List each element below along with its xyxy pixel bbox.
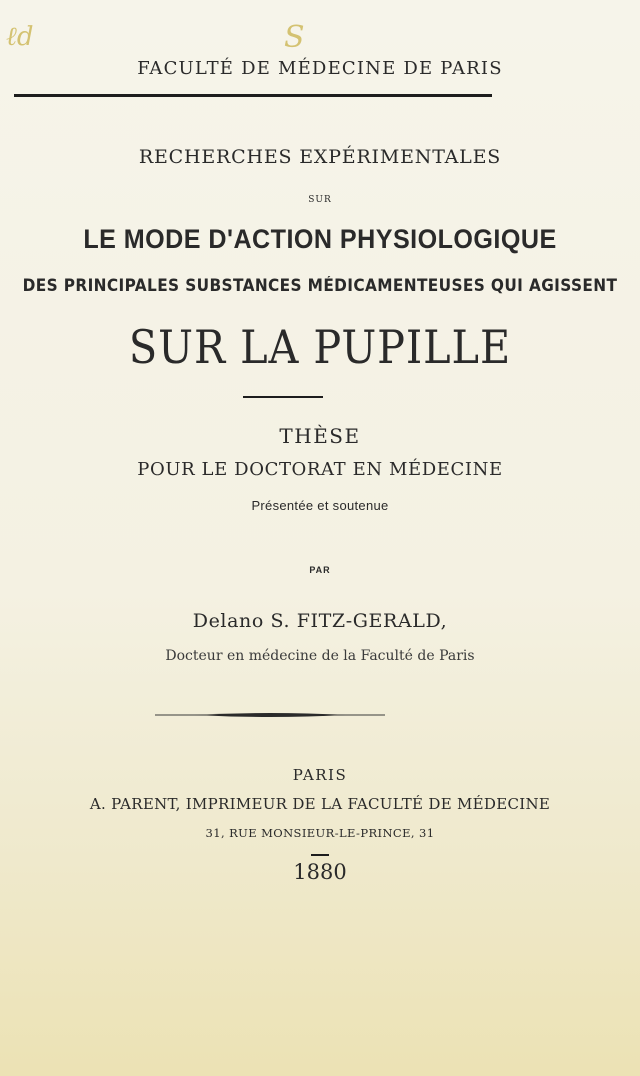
address-line: 31, RUE MONSIEUR-LE-PRINCE, 31 <box>205 826 435 840</box>
by-label: PAR <box>309 565 331 575</box>
thesis-label: THÈSE <box>279 424 361 448</box>
year-rule <box>311 854 329 856</box>
handwritten-mark-left: ℓd <box>6 22 34 52</box>
city: PARIS <box>292 766 348 784</box>
title-line-2: DES PRINCIPALES SUBSTANCES MÉDICAMENTEUSES QUI AGISSENT <box>22 276 618 295</box>
header-rule <box>14 94 492 97</box>
printer-line: A. PARENT, IMPRIMEUR DE LA FACULTÉ DE MÉDECINE <box>89 795 551 813</box>
heading: RECHERCHES EXPÉRIMENTALES <box>138 146 502 168</box>
presented-line: Présentée et soutenue <box>251 498 389 513</box>
degree-line: POUR LE DOCTORAT EN MÉDECINE <box>137 459 503 480</box>
year: 1880 <box>293 860 347 884</box>
sur-label: SUR <box>308 195 332 205</box>
title-line-1: LE MODE D'ACTION PHYSIOLOGIQUE <box>83 224 557 254</box>
faculty-name: FACULTÉ DE MÉDECINE DE PARIS <box>137 58 503 79</box>
author-title: Docteur en médecine de la Faculté de Paris <box>165 648 475 664</box>
title-rule <box>243 396 323 398</box>
title-line-3: SUR LA PUPILLE <box>128 320 512 374</box>
handwritten-mark-center: S <box>284 20 305 55</box>
ornament-rule <box>155 710 385 720</box>
author-name: Delano S. FITZ-GERALD, <box>192 610 448 632</box>
